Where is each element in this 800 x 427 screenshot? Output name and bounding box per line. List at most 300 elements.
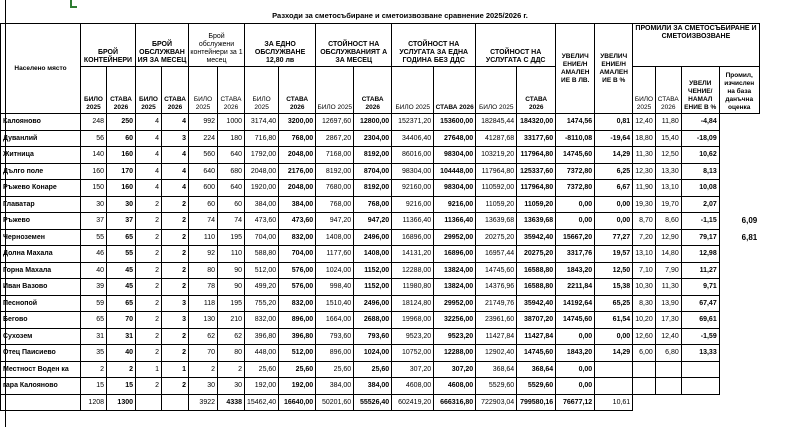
cell-pc[interactable] — [681, 378, 719, 395]
cell-v26[interactable]: 368,64 — [517, 361, 556, 378]
cell-pt[interactable] — [719, 378, 759, 395]
cell-y25[interactable]: 34406,40 — [392, 130, 434, 147]
cell-pc[interactable]: 11,27 — [681, 262, 719, 279]
cell-dp[interactable]: 77,27 — [595, 229, 633, 246]
cell-p26[interactable]: 7,90 — [655, 262, 681, 279]
cell-s26[interactable]: 2 — [162, 229, 189, 246]
cell-y26[interactable]: 307,20 — [434, 361, 476, 378]
cell-y25[interactable]: 12288,00 — [392, 262, 434, 279]
cell-pc[interactable]: 12,98 — [681, 246, 719, 263]
total-dl[interactable]: 76677,12 — [556, 394, 595, 411]
cell-s25[interactable]: 4 — [136, 114, 162, 131]
cell-n26[interactable]: 180 — [218, 130, 245, 147]
cell-s25[interactable]: 2 — [136, 229, 162, 246]
cell-name[interactable]: гара Калояново — [1, 378, 81, 395]
cell-dl[interactable]: 7372,80 — [556, 180, 595, 197]
cell-o26[interactable]: 384,00 — [279, 196, 316, 213]
cell-pt[interactable] — [719, 114, 759, 131]
cell-c25[interactable]: 30 — [81, 196, 107, 213]
total-empty[interactable] — [162, 394, 189, 411]
cell-s25[interactable]: 2 — [136, 213, 162, 230]
cell-n25[interactable]: 130 — [189, 312, 218, 329]
cell-o25[interactable]: 448,00 — [245, 345, 279, 362]
cell-c26[interactable]: 2 — [107, 361, 136, 378]
cell-m26[interactable]: 2496,00 — [354, 229, 392, 246]
cell-s26[interactable]: 4 — [162, 163, 189, 180]
cell-dl[interactable]: 1843,20 — [556, 262, 595, 279]
cell-name[interactable]: Отец Паисиево — [1, 345, 81, 362]
cell-n26[interactable]: 60 — [218, 196, 245, 213]
cell-v26[interactable]: 184320,00 — [517, 114, 556, 131]
cell-y25[interactable]: 4608,00 — [392, 378, 434, 395]
cell-n25[interactable]: 74 — [189, 213, 218, 230]
cell-dl[interactable]: 1474,56 — [556, 114, 595, 131]
cell-m26[interactable]: 12800,00 — [354, 114, 392, 131]
cell-m25[interactable]: 1664,00 — [316, 312, 354, 329]
cell-m26[interactable]: 2304,00 — [354, 130, 392, 147]
cell-v25[interactable]: 41287,68 — [476, 130, 517, 147]
cell-v26[interactable]: 14745,60 — [517, 345, 556, 362]
cell-o26[interactable]: 25,60 — [279, 361, 316, 378]
cell-c25[interactable]: 150 — [81, 180, 107, 197]
cell-c25[interactable]: 37 — [81, 213, 107, 230]
cell-o26[interactable]: 832,00 — [279, 229, 316, 246]
cell-c26[interactable]: 31 — [107, 328, 136, 345]
cell-v26[interactable]: 38707,20 — [517, 312, 556, 329]
cell-dp[interactable]: 14,29 — [595, 147, 633, 164]
cell-m25[interactable]: 998,40 — [316, 279, 354, 296]
total-n26[interactable]: 4338 — [218, 394, 245, 411]
cell-n25[interactable]: 600 — [189, 180, 218, 197]
cell-p25[interactable] — [633, 361, 656, 378]
cell-v25[interactable]: 11059,20 — [476, 196, 517, 213]
cell-m26[interactable]: 2496,00 — [354, 295, 392, 312]
cell-p25[interactable]: 8,70 — [633, 213, 656, 230]
cell-s25[interactable]: 2 — [136, 246, 162, 263]
cell-y26[interactable]: 9216,00 — [434, 196, 476, 213]
cell-c25[interactable]: 39 — [81, 279, 107, 296]
cell-m26[interactable]: 2688,00 — [354, 312, 392, 329]
cell-n25[interactable]: 70 — [189, 345, 218, 362]
total-v25[interactable]: 722903,04 — [476, 394, 517, 411]
cell-y26[interactable]: 98304,00 — [434, 180, 476, 197]
cell-pc[interactable]: 8,13 — [681, 163, 719, 180]
cell-m25[interactable]: 1177,60 — [316, 246, 354, 263]
cell-dp[interactable]: 14,29 — [595, 345, 633, 362]
cell-s26[interactable]: 3 — [162, 130, 189, 147]
cell-p25[interactable]: 6,00 — [633, 345, 656, 362]
cell-o25[interactable]: 396,80 — [245, 328, 279, 345]
cell-name[interactable]: Дълго поле — [1, 163, 81, 180]
cell-y26[interactable]: 16896,00 — [434, 246, 476, 263]
cell-pc[interactable]: 69,61 — [681, 312, 719, 329]
cell-pc[interactable] — [681, 361, 719, 378]
cell-c26[interactable]: 250 — [107, 114, 136, 131]
cell-s25[interactable]: 2 — [136, 279, 162, 296]
cell-y25[interactable]: 92160,00 — [392, 180, 434, 197]
cell-m25[interactable]: 1024,00 — [316, 262, 354, 279]
cell-n25[interactable]: 118 — [189, 295, 218, 312]
cell-pc[interactable]: 10,08 — [681, 180, 719, 197]
cell-p26[interactable]: 12,50 — [655, 147, 681, 164]
cell-dl[interactable]: 14745,60 — [556, 312, 595, 329]
cell-s26[interactable]: 2 — [162, 279, 189, 296]
cell-name[interactable]: Главатар — [1, 196, 81, 213]
cell-c26[interactable]: 30 — [107, 196, 136, 213]
cell-v26[interactable]: 33177,60 — [517, 130, 556, 147]
cell-c26[interactable]: 60 — [107, 130, 136, 147]
cell-n26[interactable]: 1000 — [218, 114, 245, 131]
cell-v25[interactable]: 20275,20 — [476, 229, 517, 246]
cell-dl[interactable]: 14192,64 — [556, 295, 595, 312]
cell-y25[interactable]: 98304,00 — [392, 163, 434, 180]
cell-n26[interactable]: 74 — [218, 213, 245, 230]
cell-y25[interactable]: 11366,40 — [392, 213, 434, 230]
cell-n26[interactable]: 90 — [218, 262, 245, 279]
cell-o26[interactable]: 768,00 — [279, 130, 316, 147]
cell-n25[interactable]: 110 — [189, 229, 218, 246]
cell-y26[interactable]: 13824,00 — [434, 279, 476, 296]
cell-y26[interactable]: 9523,20 — [434, 328, 476, 345]
cell-m25[interactable]: 1408,00 — [316, 229, 354, 246]
cell-y25[interactable]: 18124,80 — [392, 295, 434, 312]
cell-p25[interactable]: 11,90 — [633, 180, 656, 197]
cell-n26[interactable]: 110 — [218, 246, 245, 263]
cell-m25[interactable]: 12697,60 — [316, 114, 354, 131]
cell-n25[interactable]: 560 — [189, 147, 218, 164]
cell-n25[interactable]: 92 — [189, 246, 218, 263]
cell-s25[interactable]: 4 — [136, 180, 162, 197]
cell-y26[interactable]: 13824,00 — [434, 262, 476, 279]
cell-n26[interactable]: 90 — [218, 279, 245, 296]
cell-s25[interactable]: 2 — [136, 262, 162, 279]
cell-n26[interactable]: 62 — [218, 328, 245, 345]
cell-n26[interactable]: 680 — [218, 163, 245, 180]
cell-m25[interactable]: 1510,40 — [316, 295, 354, 312]
cell-dp[interactable] — [595, 361, 633, 378]
cell-v25[interactable]: 16957,44 — [476, 246, 517, 263]
cell-n25[interactable]: 78 — [189, 279, 218, 296]
cell-p26[interactable]: 17,30 — [655, 312, 681, 329]
cell-m26[interactable]: 768,00 — [354, 196, 392, 213]
cell-p25[interactable]: 12,30 — [633, 163, 656, 180]
cell-s26[interactable]: 4 — [162, 180, 189, 197]
cell-s25[interactable]: 1 — [136, 361, 162, 378]
cell-dl[interactable]: 0,00 — [556, 361, 595, 378]
cell-m26[interactable]: 1152,00 — [354, 279, 392, 296]
cell-v25[interactable]: 182845,44 — [476, 114, 517, 131]
cell-n25[interactable]: 992 — [189, 114, 218, 131]
cell-o26[interactable]: 2176,00 — [279, 163, 316, 180]
cell-pt[interactable] — [719, 295, 759, 312]
cell-c26[interactable]: 45 — [107, 279, 136, 296]
cell-o25[interactable]: 588,80 — [245, 246, 279, 263]
cell-s26[interactable]: 2 — [162, 246, 189, 263]
cell-m25[interactable]: 793,60 — [316, 328, 354, 345]
cell-c26[interactable]: 65 — [107, 295, 136, 312]
cell-m25[interactable]: 896,00 — [316, 345, 354, 362]
cell-v25[interactable]: 11427,84 — [476, 328, 517, 345]
cell-p26[interactable]: 13,10 — [655, 180, 681, 197]
cell-o25[interactable]: 25,60 — [245, 361, 279, 378]
cell-m26[interactable]: 947,20 — [354, 213, 392, 230]
cell-c25[interactable]: 2 — [81, 361, 107, 378]
cell-s26[interactable]: 2 — [162, 262, 189, 279]
cell-c26[interactable]: 40 — [107, 345, 136, 362]
cell-dp[interactable]: 19,57 — [595, 246, 633, 263]
cell-name[interactable]: Дуванлий — [1, 130, 81, 147]
total-y26[interactable]: 666316,80 — [434, 394, 476, 411]
cell-s26[interactable]: 2 — [162, 328, 189, 345]
cell-o25[interactable]: 1792,00 — [245, 147, 279, 164]
cell-m26[interactable]: 1408,00 — [354, 246, 392, 263]
total-o26[interactable]: 16640,00 — [279, 394, 316, 411]
cell-m26[interactable]: 25,60 — [354, 361, 392, 378]
cell-c26[interactable]: 160 — [107, 147, 136, 164]
cell-v25[interactable]: 13639,68 — [476, 213, 517, 230]
cell-p26[interactable]: 6,80 — [655, 345, 681, 362]
cell-o25[interactable]: 499,20 — [245, 279, 279, 296]
cell-v25[interactable]: 21749,76 — [476, 295, 517, 312]
cell-pt[interactable] — [719, 180, 759, 197]
cell-n25[interactable]: 60 — [189, 196, 218, 213]
cell-y26[interactable]: 153600,00 — [434, 114, 476, 131]
cell-name[interactable]: Сухозем — [1, 328, 81, 345]
total-y25[interactable]: 602419,20 — [392, 394, 434, 411]
cell-pc[interactable]: 10,62 — [681, 147, 719, 164]
cell-y26[interactable]: 11366,40 — [434, 213, 476, 230]
cell-s26[interactable]: 3 — [162, 295, 189, 312]
cell-m25[interactable]: 8192,00 — [316, 163, 354, 180]
cell-y26[interactable]: 12288,00 — [434, 345, 476, 362]
cell-pt[interactable] — [719, 196, 759, 213]
cell-m25[interactable]: 947,20 — [316, 213, 354, 230]
cell-p25[interactable]: 11,30 — [633, 147, 656, 164]
cell-dp[interactable]: 0,00 — [595, 328, 633, 345]
cell-pt[interactable] — [719, 163, 759, 180]
cell-m25[interactable]: 25,60 — [316, 361, 354, 378]
cell-pt[interactable] — [719, 246, 759, 263]
cell-n25[interactable]: 2 — [189, 361, 218, 378]
total-o25[interactable]: 15462,40 — [245, 394, 279, 411]
cell-s26[interactable]: 2 — [162, 213, 189, 230]
cell-name[interactable]: Черноземен — [1, 229, 81, 246]
cell-o26[interactable]: 896,00 — [279, 312, 316, 329]
cell-o26[interactable]: 2048,00 — [279, 180, 316, 197]
cell-c26[interactable]: 160 — [107, 180, 136, 197]
cell-pt[interactable] — [719, 345, 759, 362]
cell-c26[interactable]: 15 — [107, 378, 136, 395]
cell-v25[interactable]: 103219,20 — [476, 147, 517, 164]
cell-v25[interactable]: 12902,40 — [476, 345, 517, 362]
cell-s25[interactable]: 4 — [136, 163, 162, 180]
cell-p25[interactable]: 10,30 — [633, 279, 656, 296]
cell-o26[interactable]: 704,00 — [279, 246, 316, 263]
cell-pt[interactable] — [719, 279, 759, 296]
cell-v25[interactable]: 14745,60 — [476, 262, 517, 279]
cell-name[interactable]: Горна Махала — [1, 262, 81, 279]
cell-p26[interactable]: 12,40 — [655, 328, 681, 345]
cell-o25[interactable]: 755,20 — [245, 295, 279, 312]
cell-dl[interactable]: 1843,20 — [556, 345, 595, 362]
cell-dl[interactable]: -8110,08 — [556, 130, 595, 147]
cell-p25[interactable]: 12,60 — [633, 328, 656, 345]
cell-name[interactable]: Житница — [1, 147, 81, 164]
cell-v26[interactable]: 125337,60 — [517, 163, 556, 180]
cell-name[interactable]: Бегово — [1, 312, 81, 329]
cell-pt[interactable] — [719, 328, 759, 345]
cell-y26[interactable]: 27648,00 — [434, 130, 476, 147]
cell-m25[interactable]: 2867,20 — [316, 130, 354, 147]
cell-pt[interactable] — [719, 147, 759, 164]
cell-v26[interactable]: 11059,20 — [517, 196, 556, 213]
cell-y25[interactable]: 9216,00 — [392, 196, 434, 213]
cell-s25[interactable]: 2 — [136, 312, 162, 329]
cell-s25[interactable]: 2 — [136, 328, 162, 345]
cell-pt[interactable] — [719, 130, 759, 147]
cell-pt[interactable]: 6,81 — [741, 232, 758, 242]
cell-dp[interactable]: 6,67 — [595, 180, 633, 197]
total-c25[interactable]: 1208 — [81, 394, 107, 411]
cell-m25[interactable]: 7680,00 — [316, 180, 354, 197]
cell-p25[interactable]: 10,20 — [633, 312, 656, 329]
cell-c25[interactable]: 46 — [81, 246, 107, 263]
cell-c26[interactable]: 70 — [107, 312, 136, 329]
cell-y25[interactable]: 307,20 — [392, 361, 434, 378]
cell-v25[interactable]: 117964,80 — [476, 163, 517, 180]
cell-o25[interactable]: 704,00 — [245, 229, 279, 246]
total-m26[interactable]: 55526,40 — [354, 394, 392, 411]
cell-s25[interactable]: 4 — [136, 147, 162, 164]
cell-s25[interactable]: 2 — [136, 196, 162, 213]
cell-o26[interactable]: 576,00 — [279, 279, 316, 296]
cell-c25[interactable]: 59 — [81, 295, 107, 312]
cell-dp[interactable] — [595, 378, 633, 395]
cell-p25[interactable]: 8,30 — [633, 295, 656, 312]
cell-p25[interactable]: 12,40 — [633, 114, 656, 131]
cell-v25[interactable]: 368,64 — [476, 361, 517, 378]
cell-p26[interactable]: 15,40 — [655, 130, 681, 147]
cell-v26[interactable]: 117964,80 — [517, 180, 556, 197]
cell-dl[interactable]: 0,00 — [556, 328, 595, 345]
cell-c25[interactable]: 31 — [81, 328, 107, 345]
total-empty[interactable] — [136, 394, 162, 411]
cell-y25[interactable]: 10752,00 — [392, 345, 434, 362]
cell-n25[interactable]: 62 — [189, 328, 218, 345]
cell-o26[interactable]: 3200,00 — [279, 114, 316, 131]
cell-y26[interactable]: 98304,00 — [434, 147, 476, 164]
cell-p26[interactable]: 13,90 — [655, 295, 681, 312]
cell-c25[interactable]: 56 — [81, 130, 107, 147]
cell-v26[interactable]: 5529,60 — [517, 378, 556, 395]
cell-pt[interactable] — [719, 262, 759, 279]
cell-p25[interactable]: 19,30 — [633, 196, 656, 213]
cell-p26[interactable]: 11,30 — [655, 279, 681, 296]
cell-pc[interactable]: -18,09 — [681, 130, 719, 147]
cell-n26[interactable]: 30 — [218, 378, 245, 395]
cell-n25[interactable]: 224 — [189, 130, 218, 147]
cell-y26[interactable]: 29952,00 — [434, 229, 476, 246]
cell-p25[interactable]: 7,20 — [633, 229, 656, 246]
cell-o26[interactable]: 576,00 — [279, 262, 316, 279]
cell-v26[interactable]: 20275,20 — [517, 246, 556, 263]
cell-y26[interactable]: 104448,00 — [434, 163, 476, 180]
cell-pc[interactable]: 9,71 — [681, 279, 719, 296]
cell-p26[interactable] — [655, 361, 681, 378]
cell-s26[interactable]: 4 — [162, 147, 189, 164]
cell-n26[interactable]: 640 — [218, 147, 245, 164]
cell-m25[interactable]: 7168,00 — [316, 147, 354, 164]
cell-s26[interactable]: 1 — [162, 361, 189, 378]
cell-s25[interactable]: 2 — [136, 345, 162, 362]
cell-c26[interactable]: 37 — [107, 213, 136, 230]
cell-o26[interactable]: 473,60 — [279, 213, 316, 230]
cell-o25[interactable]: 473,60 — [245, 213, 279, 230]
cell-dl[interactable]: 14745,60 — [556, 147, 595, 164]
cell-o25[interactable]: 3174,40 — [245, 114, 279, 131]
cell-y25[interactable]: 86016,00 — [392, 147, 434, 164]
cell-o26[interactable]: 512,00 — [279, 345, 316, 362]
cell-pc[interactable]: 2,07 — [681, 196, 719, 213]
cell-s26[interactable]: 4 — [162, 114, 189, 131]
cell-dp[interactable]: -19,64 — [595, 130, 633, 147]
cell-c26[interactable]: 55 — [107, 246, 136, 263]
cell-p26[interactable]: 13,30 — [655, 163, 681, 180]
cell-v25[interactable]: 110592,00 — [476, 180, 517, 197]
total-n25[interactable]: 3922 — [189, 394, 218, 411]
cell-c25[interactable]: 65 — [81, 312, 107, 329]
cell-dp[interactable]: 0,00 — [595, 196, 633, 213]
cell-dl[interactable]: 2211,84 — [556, 279, 595, 296]
total-c26[interactable]: 1300 — [107, 394, 136, 411]
cell-m26[interactable]: 384,00 — [354, 378, 392, 395]
total-empty[interactable] — [1, 394, 81, 411]
cell-n26[interactable]: 80 — [218, 345, 245, 362]
cell-o26[interactable]: 396,80 — [279, 328, 316, 345]
cell-c25[interactable]: 35 — [81, 345, 107, 362]
cell-dp[interactable]: 6,25 — [595, 163, 633, 180]
cell-dl[interactable]: 0,00 — [556, 196, 595, 213]
cell-n26[interactable]: 640 — [218, 180, 245, 197]
cell-m25[interactable]: 384,00 — [316, 378, 354, 395]
cell-v26[interactable]: 13639,68 — [517, 213, 556, 230]
cell-y25[interactable]: 14131,20 — [392, 246, 434, 263]
cell-dp[interactable]: 61,54 — [595, 312, 633, 329]
cell-p25[interactable]: 18,80 — [633, 130, 656, 147]
cell-name[interactable]: Калояново — [1, 114, 81, 131]
cell-y25[interactable]: 9523,20 — [392, 328, 434, 345]
cell-y25[interactable]: 19968,00 — [392, 312, 434, 329]
cell-y26[interactable]: 32256,00 — [434, 312, 476, 329]
cell-c26[interactable]: 45 — [107, 262, 136, 279]
cell-pc[interactable]: -4,84 — [681, 114, 719, 131]
cell-o25[interactable]: 716,80 — [245, 130, 279, 147]
cell-n25[interactable]: 80 — [189, 262, 218, 279]
cell-pc[interactable]: 79,17 — [681, 229, 719, 246]
cell-v26[interactable]: 11427,84 — [517, 328, 556, 345]
cell-s26[interactable]: 2 — [162, 378, 189, 395]
cell-dl[interactable]: 7372,80 — [556, 163, 595, 180]
cell-c25[interactable]: 40 — [81, 262, 107, 279]
cell-c25[interactable]: 248 — [81, 114, 107, 131]
cell-o25[interactable]: 384,00 — [245, 196, 279, 213]
cell-o26[interactable]: 192,00 — [279, 378, 316, 395]
total-v26[interactable]: 799580,16 — [517, 394, 556, 411]
cell-o26[interactable]: 832,00 — [279, 295, 316, 312]
cell-pc[interactable]: -1,15 — [681, 213, 719, 230]
cell-pc[interactable]: -1,59 — [681, 328, 719, 345]
cell-n26[interactable]: 210 — [218, 312, 245, 329]
